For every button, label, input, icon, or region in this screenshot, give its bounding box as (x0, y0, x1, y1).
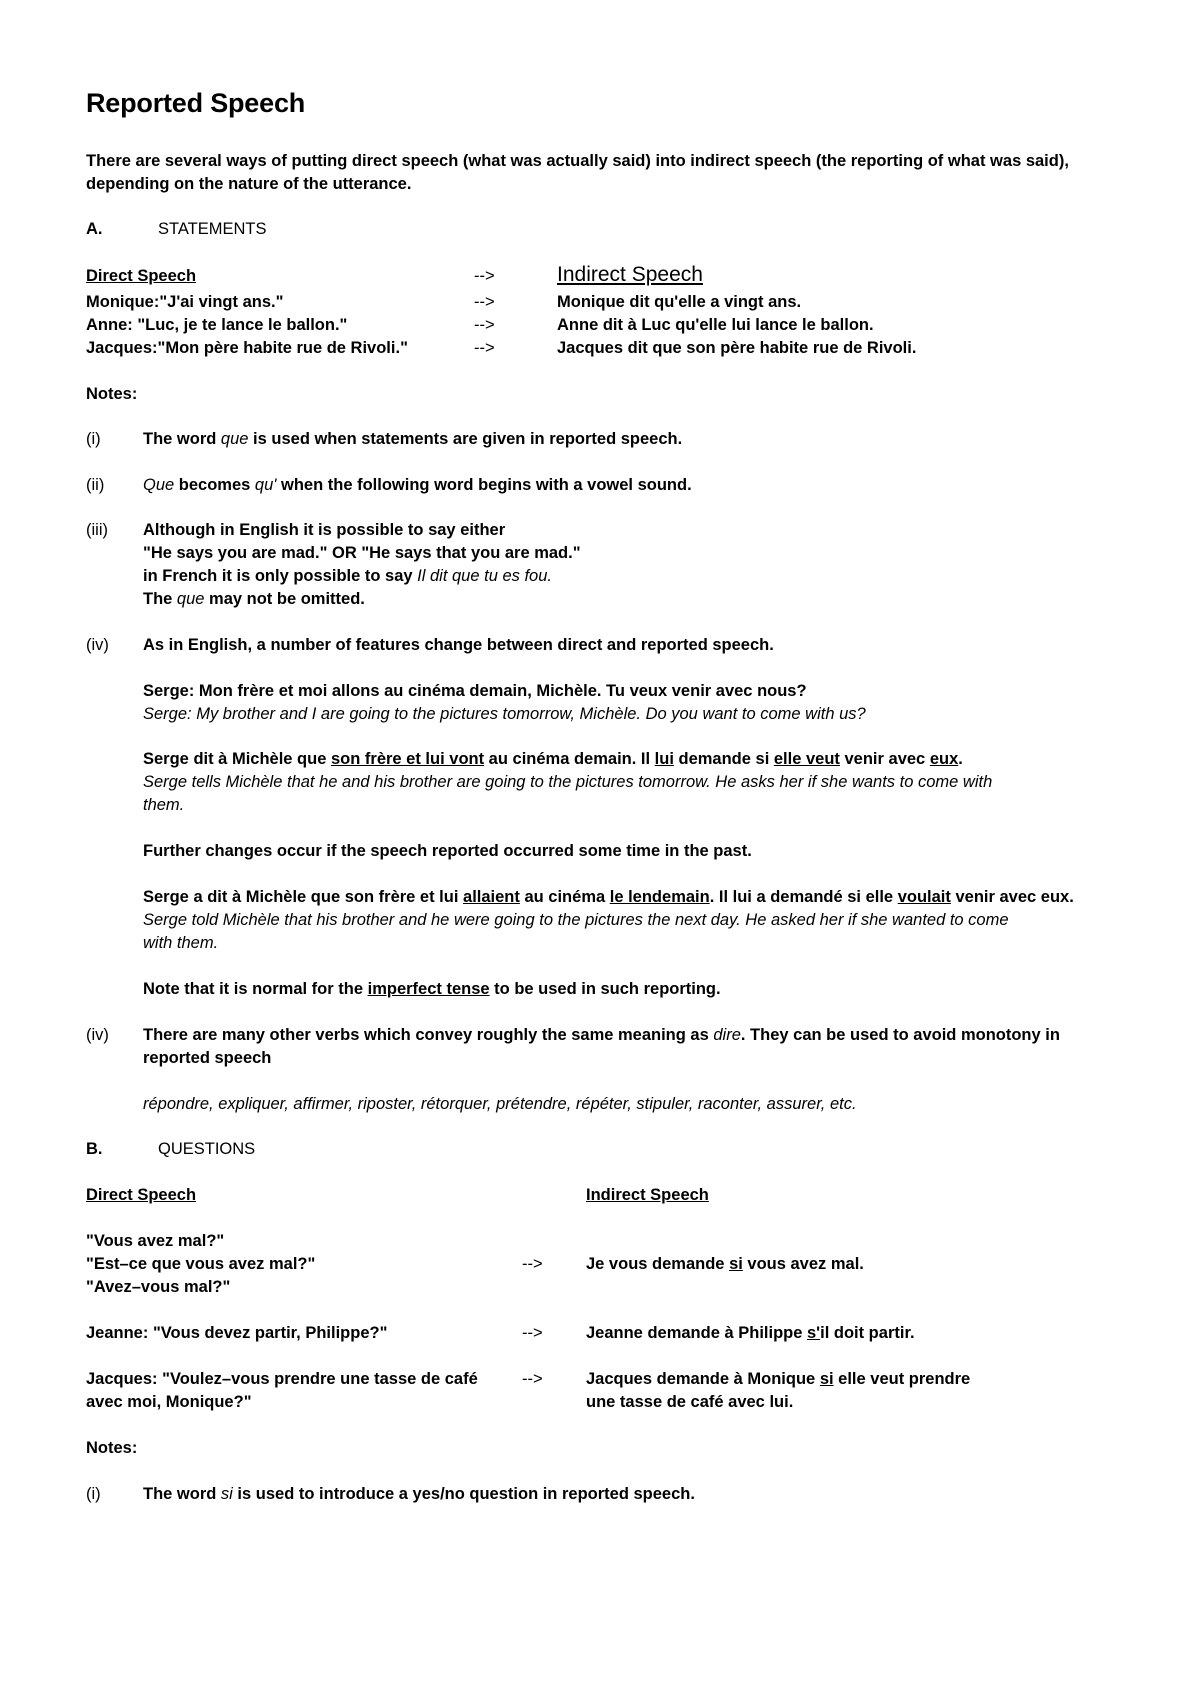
question-1-arrow: --> (522, 1255, 543, 1273)
statements-direct-header: Direct Speech (86, 267, 197, 285)
note-a-iv-line-1: As in English, a number of features change between direct and reported speech. (143, 636, 774, 654)
question-3-indirect-line-2: une tasse de café avec lui. (586, 1393, 794, 1411)
questions-indirect-header: Indirect Speech (586, 1186, 709, 1204)
question-1-direct-line-2: "Est–ce que vous avez mal?" (86, 1255, 316, 1273)
note-a-ii-text: Que becomes qu' when the following word begins with a vowel sound. (143, 476, 692, 494)
note-b-i-text: The word si is used to introduce a yes/no question in reported speech. (143, 1485, 695, 1503)
example-2-english-line-2: them. (143, 796, 185, 814)
question-2-direct: Jeanne: "Vous devez partir, Philippe?" (86, 1324, 388, 1342)
note-a-iii-line-4: The que may not be omitted. (143, 590, 365, 608)
note-b-i-number: (i) (86, 1485, 101, 1503)
statement-row-1-indirect: Monique dit qu'elle a vingt ans. (557, 293, 802, 311)
note-a-iii-line-2: "He says you are mad." OR "He says that you are mad." (143, 544, 581, 562)
example-1-french: Serge: Mon frère et moi allons au cinéma demain, Michèle. Tu veux venir avec nous? (143, 682, 807, 700)
note-a-i-text: The word que is used when statements are given in reported speech. (143, 430, 683, 448)
statement-row-1-direct: Monique:"J'ai vingt ans." (86, 293, 284, 311)
question-2-indirect: Jeanne demande à Philippe s'il doit partir. (586, 1324, 915, 1342)
example-3-french: Serge a dit à Michèle que son frère et lui allaient au cinéma le lendemain. Il lui a demandé si elle voulait venir avec eux. (143, 888, 1074, 906)
statement-row-3-arrow: --> (474, 339, 495, 357)
note-a-iii-line-1: Although in English it is possible to say either (143, 521, 506, 539)
notes-b-label: Notes: (86, 1439, 138, 1457)
questions-direct-header: Direct Speech (86, 1186, 197, 1204)
note-a-i-number: (i) (86, 430, 101, 448)
section-b-letter: B. (86, 1140, 103, 1158)
note-a-iii-line-3: in French it is only possible to say Il dit que tu es fou. (143, 567, 552, 585)
notes-a-label: Notes: (86, 385, 138, 403)
question-1-direct-line-3: "Avez–vous mal?" (86, 1278, 231, 1296)
further-changes-text: Further changes occur if the speech reported occurred some time in the past. (143, 842, 752, 860)
statement-row-1-arrow: --> (474, 293, 495, 311)
question-1-direct-line-1: "Vous avez mal?" (86, 1232, 225, 1250)
question-2-arrow: --> (522, 1324, 543, 1342)
verb-list: répondre, expliquer, affirmer, riposter, rétorquer, prétendre, répéter, stipuler, raconter, assurer, etc. (143, 1095, 857, 1113)
statements-arrow-header: --> (474, 267, 495, 285)
section-a-letter: A. (86, 220, 103, 238)
intro-line-2: depending on the nature of the utterance. (86, 175, 412, 193)
question-3-arrow: --> (522, 1370, 543, 1388)
intro-line-1: There are several ways of putting direct speech (what was actually said) into indirect speech (the reporting of what was said), (86, 152, 1069, 170)
example-3-english-line-1: Serge told Michèle that his brother and he were going to the pictures the next day. He asked her if she wanted to come (143, 911, 1009, 929)
imperfect-tense-note: Note that it is normal for the imperfect tense to be used in such reporting. (143, 980, 721, 998)
note-a-v-line-2: reported speech (143, 1049, 272, 1067)
example-1-english: Serge: My brother and I are going to the pictures tomorrow, Michèle. Do you want to come with us? (143, 705, 866, 723)
section-b-heading: QUESTIONS (158, 1140, 256, 1158)
example-3-english-line-2: with them. (143, 934, 219, 952)
note-a-v-line-1: There are many other verbs which convey roughly the same meaning as dire. They can be used to avoid monotony in (143, 1026, 1060, 1044)
statement-row-3-direct: Jacques:"Mon père habite rue de Rivoli." (86, 339, 408, 357)
question-3-direct-line-2: avec moi, Monique?" (86, 1393, 252, 1411)
question-3-indirect-line-1: Jacques demande à Monique si elle veut prendre (586, 1370, 971, 1388)
statement-row-2-indirect: Anne dit à Luc qu'elle lui lance le ballon. (557, 316, 874, 334)
statement-row-2-direct: Anne: "Luc, je te lance le ballon." (86, 316, 348, 334)
statement-row-2-arrow: --> (474, 316, 495, 334)
note-a-iii-number: (iii) (86, 521, 108, 539)
statements-indirect-header: Indirect Speech (557, 263, 703, 286)
note-a-iv-number: (iv) (86, 636, 109, 654)
statement-row-3-indirect: Jacques dit que son père habite rue de Rivoli. (557, 339, 917, 357)
example-2-french: Serge dit à Michèle que son frère et lui vont au cinéma demain. Il lui demande si elle veut venir avec eux. (143, 750, 963, 768)
note-a-v-number: (iv) (86, 1026, 109, 1044)
example-2-english-line-1: Serge tells Michèle that he and his brother are going to the pictures tomorrow. He asks her if she wants to come with (143, 773, 993, 791)
section-a-heading: STATEMENTS (158, 220, 267, 238)
question-1-indirect: Je vous demande si vous avez mal. (586, 1255, 864, 1273)
page-title: Reported Speech (86, 88, 306, 118)
note-a-ii-number: (ii) (86, 476, 105, 494)
question-3-direct-line-1: Jacques: "Voulez–vous prendre une tasse de café (86, 1370, 478, 1388)
